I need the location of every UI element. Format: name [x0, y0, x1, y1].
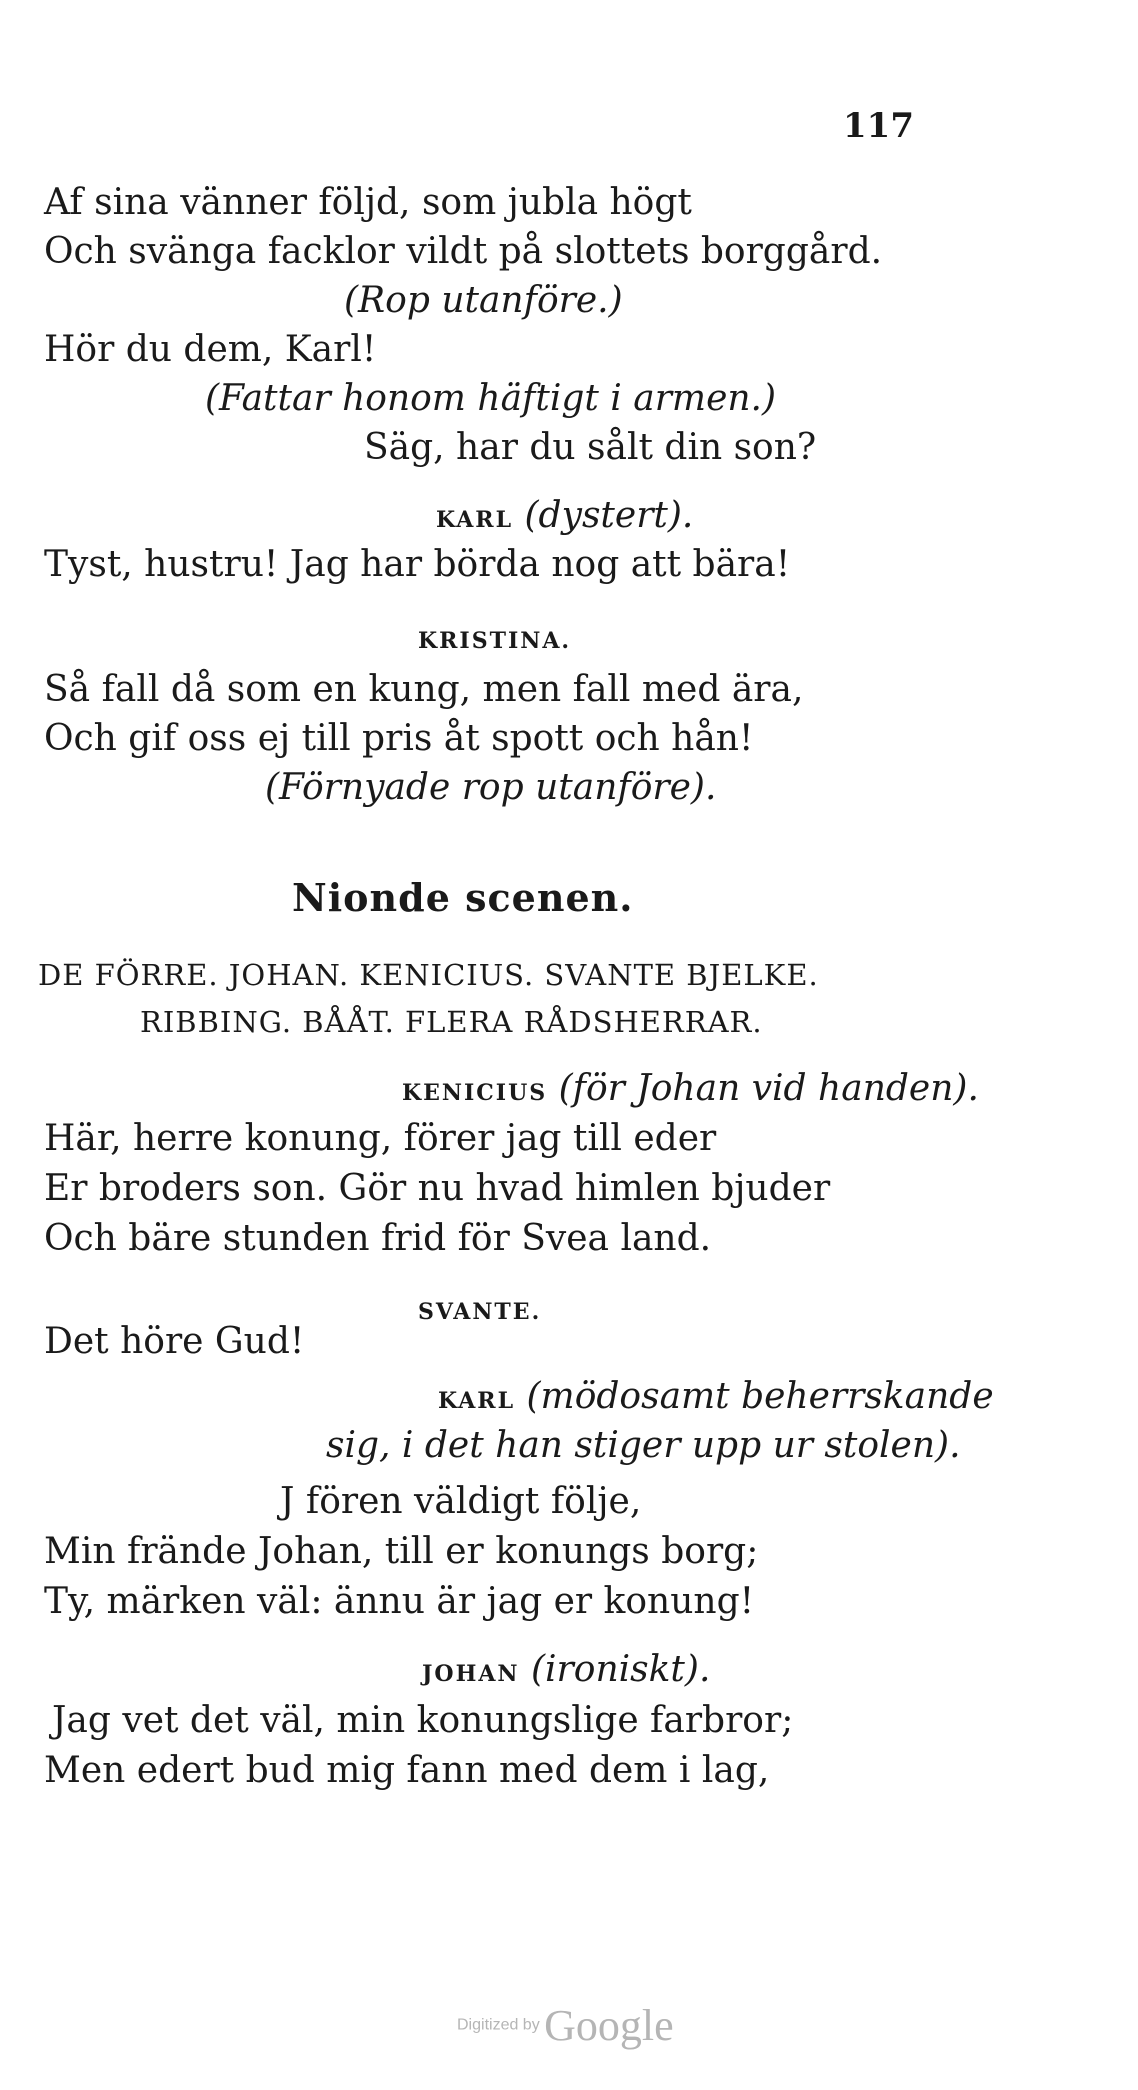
verse-line: Här, herre konung, förer jag till eder — [44, 1118, 717, 1159]
speaker-name: SVANTE. — [418, 1299, 542, 1325]
verse-line: Er broders son. Gör nu hvad himlen bjuder — [44, 1168, 831, 1209]
speaker-name: KARL — [438, 1388, 516, 1414]
digitized-watermark — [457, 2000, 674, 2051]
speaker-line — [438, 1375, 994, 1423]
verse-line: Af sina vänner följd, som jubla högt — [44, 182, 692, 223]
verse-line: Och gif oss ej till pris åt spott och hån! — [44, 718, 754, 759]
speaker-line — [422, 1648, 710, 1696]
verse-line: Hör du dem, Karl! — [44, 329, 377, 370]
verse-line: Tyst, hustru! Jag har börda nog att bära! — [44, 544, 791, 585]
speaker-name: KARL — [436, 507, 514, 533]
speaker-name: KENICIUS — [402, 1080, 548, 1106]
speaker-direction: (dystert). — [524, 495, 694, 536]
scene-heading: Nionde scenen. — [292, 875, 634, 920]
speaker-line — [418, 615, 571, 663]
page-number: 117 — [843, 106, 914, 146]
verse-line: J fören väldigt följe, — [280, 1481, 642, 1522]
stage-direction: (Förnyade rop utanföre). — [265, 767, 717, 808]
speaker-line — [402, 1067, 979, 1115]
speaker-line — [418, 1286, 541, 1334]
verse-line: Och svänga facklor vildt på slottets borggård. — [44, 231, 883, 272]
verse-line: Säg, har du sålt din son? — [364, 427, 817, 468]
cast-list-line: DE FÖRRE. JOHAN. KENICIUS. SVANTE BJELKE. — [38, 958, 819, 992]
verse-line: Och bäre stunden frid för Svea land. — [44, 1218, 712, 1259]
cast-list-line: RIBBING. BÅÅT. FLERA RÅDSHERRAR. — [140, 1005, 763, 1039]
verse-line: Jag vet det väl, min konungslige farbror; — [52, 1700, 794, 1741]
speaker-direction: (ironiskt). — [531, 1649, 711, 1690]
speaker-name: JOHAN — [422, 1661, 520, 1687]
verse-line: Men edert bud mig fann med dem i lag, — [44, 1750, 770, 1791]
speaker-direction: (mödosamt beherrskande — [526, 1376, 994, 1417]
verse-line: Min frände Johan, till er konungs borg; — [44, 1531, 759, 1572]
verse-line: Det höre Gud! — [44, 1321, 305, 1362]
verse-line: Ty, märken väl: ännu är jag er konung! — [44, 1581, 755, 1622]
stage-direction: (Fattar honom häftigt i armen.) — [205, 378, 777, 419]
watermark-small-text: Digitized by — [457, 2016, 540, 2034]
stage-direction: (Rop utanföre.) — [344, 280, 623, 321]
watermark-logo-text: Google — [544, 2001, 674, 2050]
speaker-line — [436, 494, 693, 542]
speaker-direction: (för Johan vid handen). — [558, 1068, 979, 1109]
stage-direction: sig, i det han stiger upp ur stolen). — [326, 1425, 961, 1466]
verse-line: Så fall då som en kung, men fall med ära, — [44, 669, 804, 710]
speaker-name: KRISTINA. — [418, 628, 572, 654]
